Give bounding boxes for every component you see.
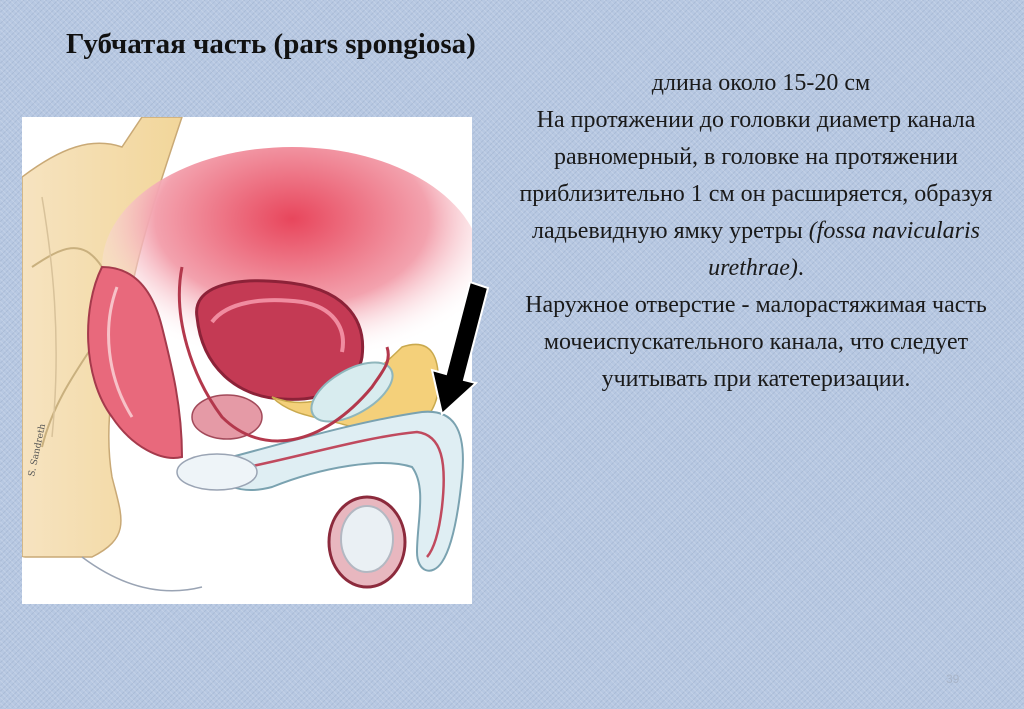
slide-number: 39 (946, 672, 960, 686)
anatomy-illustration (22, 117, 472, 604)
slide-text (498, 65, 1014, 398)
pointer-arrow-icon (428, 282, 498, 417)
opening-paragraph: Наружное отверстие - малорастяжимая часть мочеиспускательного канала, что следует учитывать при катетеризации. (525, 292, 987, 392)
latin-term: (fossa navicularis urethrae) (708, 218, 981, 281)
diameter-text: На протяжении до головки диаметр канала равномерный, в головке на протяжении приблизительно 1 см он расширяется, образуя ладьевидную ямку уретры (519, 107, 993, 244)
diameter-text-end: . (797, 255, 804, 281)
diameter-paragraph (498, 102, 1014, 287)
slide-title: Губчатая часть (pars spongiosa) (66, 28, 476, 60)
artist-signature: S. Sandreth (27, 423, 49, 478)
length-paragraph: длина около 15-20 см (651, 70, 871, 96)
